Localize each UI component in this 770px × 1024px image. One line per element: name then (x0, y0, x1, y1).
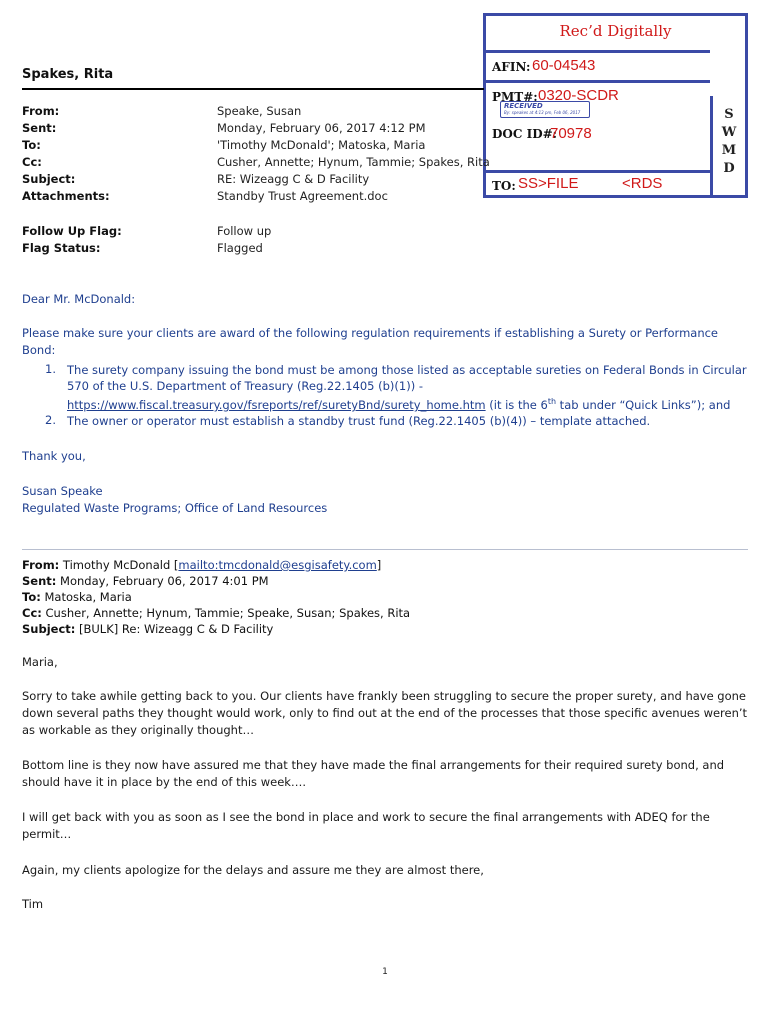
forwarded-sent-value: Monday, February 06, 2017 4:01 PM (56, 574, 269, 588)
forwarded-subject-value: [BULK] Re: Wizeagg C & D Facility (75, 622, 274, 636)
stamp-doc-value: 70978 (550, 125, 592, 142)
forwarded-paragraph-2: Bottom line is they now have assured me that they have made the final arrangements for their required surety bond, and should have it in place by the end of this week…. (22, 758, 725, 789)
forwarded-cc-label: Cc: (22, 606, 42, 620)
forwarded-from-close: ] (376, 558, 382, 572)
stamp-letter-d: D (723, 161, 735, 176)
forwarded-subject (22, 621, 273, 637)
requirement-1-number: 1. (45, 362, 56, 376)
received-badge (500, 101, 590, 118)
header-rule (22, 88, 484, 90)
header-subject-label: Subject: (22, 172, 76, 186)
stamp-letter-s: S (724, 107, 734, 122)
forwarded-paragraph-4: Again, my clients apologize for the delays and assure me they are almost there, (22, 863, 484, 877)
header-cc-value: Cusher, Annette; Hynum, Tammie; Spakes, Rita (217, 155, 490, 169)
received-badge-detail: By: speakes at 4:13 pm, Feb 06, 2017 (504, 110, 581, 115)
forwarded-subject-label: Subject: (22, 622, 76, 636)
requirement-1 (67, 362, 747, 413)
forwarded-sent-label: Sent: (22, 574, 57, 588)
page-number: 1 (382, 967, 388, 977)
header-from-label: From: (22, 104, 60, 118)
requirement-1-line1: The surety company issuing the bond must be among those listed as acceptable sureties on Federal Bonds in Circular (67, 363, 747, 377)
mailbox-owner-name: Spakes, Rita (22, 67, 114, 82)
forwarded-from-label: From: (22, 558, 60, 572)
forwarded-sent (22, 573, 269, 589)
header-sent-value: Monday, February 06, 2017 4:12 PM (217, 121, 426, 135)
forwarded-paragraph-1: Sorry to take awhile getting back to you. Our clients have frankly been struggling to secure the proper surety, and have gone down several paths they thought would work, only to find out at the end of the processes that those specific avenues weren’t as workable as they originally thought… (22, 689, 748, 737)
header-to-value: 'Timothy McDonald'; Matoska, Maria (217, 138, 426, 152)
stamp-to-value-rds: <RDS (622, 175, 663, 192)
forwarded-cc-value: Cusher, Annette; Hynum, Tammie; Speake, Susan; Spakes, Rita (41, 606, 411, 620)
signature-name: Susan Speake (22, 484, 103, 498)
follow-up-flag-label: Follow Up Flag: (22, 224, 122, 238)
forwarded-from-value: Timothy McDonald [ (59, 558, 179, 572)
forwarded-cc (22, 605, 410, 621)
forwarded-from (22, 557, 381, 573)
requirement-1-sup: th (547, 397, 557, 406)
stamp-title: Rec’d Digitally (559, 22, 672, 40)
received-badge-label: RECEIVED (504, 102, 543, 110)
received-stamp (483, 13, 748, 198)
reply-greeting: Dear Mr. McDonald: (22, 292, 136, 306)
stamp-afin-row (486, 50, 710, 83)
requirement-2: The owner or operator must establish a standby trust fund (Reg.22.1405 (b)(4)) – template attached. (67, 414, 651, 428)
stamp-letter-m: M (721, 143, 737, 158)
flag-status-value: Flagged (217, 241, 263, 255)
reply-thanks: Thank you, (22, 449, 86, 463)
stamp-pmt-value: 0320-SCDR (538, 87, 619, 104)
forwarded-to (22, 589, 132, 605)
reply-intro: Please make sure your clients are award of the following regulation requirements if establishing a Surety or Performance Bond: (22, 326, 719, 357)
requirement-1-tail: tab under “Quick Links”); and (556, 397, 731, 412)
stamp-pmt-row (486, 80, 710, 143)
follow-up-flag-value: Follow up (217, 224, 272, 238)
stamp-afin-value: 60-04543 (532, 57, 596, 74)
stamp-pmt-label: PMT#: (492, 90, 538, 104)
header-cc-label: Cc: (22, 155, 42, 169)
stamp-afin-label: AFIN: (492, 60, 531, 74)
header-attachments-value[interactable]: Standby Trust Agreement.doc (217, 189, 388, 203)
flag-status-label: Flag Status: (22, 241, 101, 255)
stamp-letter-w: W (721, 125, 737, 140)
stamp-to-label: TO: (492, 179, 516, 193)
forwarded-salutation: Maria, (22, 655, 58, 669)
header-attachments-label: Attachments: (22, 189, 110, 203)
requirement-2-number: 2. (45, 413, 56, 427)
forwarded-paragraph-3: I will get back with you as soon as I see the bond in place and work to secure the final arrangements with ADEQ for the permit… (22, 810, 710, 841)
stamp-to-row (486, 170, 710, 198)
stamp-doc-label: DOC ID#: (492, 127, 558, 141)
stamp-division-code (710, 96, 745, 195)
forwarded-closing: Tim (22, 897, 44, 911)
header-subject-value: RE: Wizeagg C & D Facility (217, 172, 370, 186)
forwarded-to-value: Matoska, Maria (40, 590, 132, 604)
header-to-label: To: (22, 138, 41, 152)
signature-title: Regulated Waste Programs; Office of Land Resources (22, 501, 328, 515)
treasury-surety-link[interactable]: https://www.fiscal.treasury.gov/fsreports/ref/suretyBnd/surety_home.htm (67, 397, 486, 412)
forwarded-mailto-link[interactable]: mailto:tmcdonald@esgisafety.com (178, 558, 377, 572)
message-separator (22, 549, 748, 550)
stamp-to-value-file: SS>FILE (518, 175, 579, 192)
header-sent-label: Sent: (22, 121, 57, 135)
forwarded-to-label: To: (22, 590, 41, 604)
header-from-value: Speake, Susan (217, 104, 302, 118)
requirement-1-line2: 570 of the U.S. Department of Treasury (Reg.22.1405 (b)(1)) - (67, 379, 424, 393)
requirement-1-after-link: (it is the 6 (485, 397, 548, 412)
